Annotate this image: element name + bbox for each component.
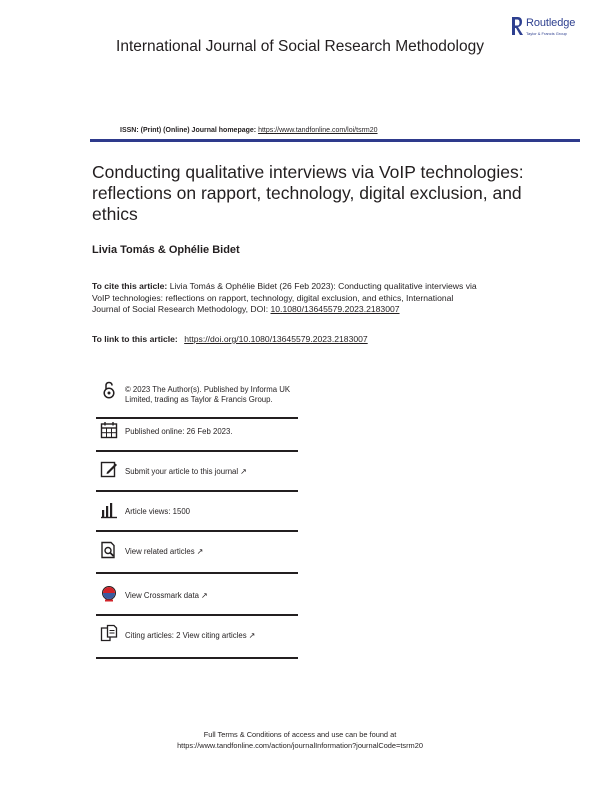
publisher-tagline: Taylor & Francis Group	[526, 31, 567, 36]
meta-item-citing[interactable]	[96, 624, 298, 654]
journal-homepage-link[interactable]: https://www.tandfonline.com/loi/tsrm20	[258, 127, 378, 134]
related-articles-link[interactable]	[125, 547, 303, 557]
meta-divider	[96, 490, 298, 492]
citation-label: To cite this article:	[92, 281, 168, 291]
external-link-icon: ↗	[240, 467, 247, 476]
article-title: Conducting qualitative interviews via VoIP technologies: reflections on rapport, technology, digital exclusion, and ethics	[92, 162, 524, 224]
publisher-name: Routledge	[526, 17, 576, 29]
meta-item-crossmark[interactable]	[96, 583, 298, 613]
meta-divider	[96, 572, 298, 574]
meta-item-views	[96, 500, 298, 530]
submit-article-link[interactable]	[125, 467, 303, 477]
crossmark-icon	[100, 585, 118, 603]
issn-line	[120, 127, 378, 134]
submit-article-text: Submit your article to this journal	[125, 467, 239, 476]
journal-title: International Journal of Social Research Methodology	[116, 38, 484, 55]
meta-divider	[96, 417, 298, 419]
citation-text: Livia Tomás & Ophélie Bidet (26 Feb 2023): Conducting qualitative interviews via VoIP technologies: reflections on rapport, technology, digital exclusion, and ethics, International Journal of Social Research Methodology, DOI:	[92, 281, 477, 314]
published-date: Published online: 26 Feb 2023.	[125, 427, 233, 436]
license-text: © 2023 The Author(s). Published by Informa UK Limited, trading as Taylor & Francis Group.	[125, 385, 291, 404]
article-link-label: To link to this article:	[92, 334, 178, 344]
citing-articles-link[interactable]	[125, 631, 303, 641]
meta-item-submit[interactable]	[96, 460, 298, 490]
citing-articles-icon	[100, 624, 118, 642]
article-doi-link[interactable]: https://doi.org/10.1080/13645579.2023.2183007	[184, 334, 368, 344]
article-views: Article views: 1500	[125, 507, 191, 516]
meta-divider	[96, 657, 298, 659]
submit-icon	[100, 460, 118, 478]
crossmark-link[interactable]	[125, 591, 303, 601]
citation-block	[92, 281, 482, 316]
issn-label: ISSN: (Print) (Online) Journal homepage:	[120, 127, 257, 134]
calendar-icon	[100, 421, 118, 439]
open-access-icon	[100, 381, 118, 399]
external-link-icon: ↗	[200, 591, 208, 600]
footer-terms-link[interactable]: https://www.tandfonline.com/action/journalInformation?journalCode=tsrm20	[177, 741, 423, 750]
meta-divider	[96, 614, 298, 616]
search-document-icon	[100, 541, 118, 559]
meta-divider	[96, 530, 298, 532]
meta-divider	[96, 450, 298, 452]
footer	[0, 729, 600, 751]
meta-item-published	[96, 421, 298, 457]
crossmark-text: View Crossmark data	[125, 591, 199, 600]
external-link-icon: ↗	[196, 547, 204, 556]
footer-terms-text: Full Terms & Conditions of access and use can be found at	[203, 730, 397, 739]
citation-doi[interactable]: 10.1080/13645579.2023.2183007	[270, 304, 400, 314]
related-articles-text: View related articles	[125, 547, 195, 556]
external-link-icon: ↗	[248, 631, 256, 640]
bar-chart-icon	[100, 501, 118, 519]
meta-item-license	[96, 380, 298, 416]
header-divider	[90, 139, 580, 142]
citing-articles-text: Citing articles: 2 View citing articles	[125, 631, 247, 640]
article-authors: Livia Tomás & Ophélie Bidet	[92, 244, 240, 256]
article-link-line	[92, 334, 368, 344]
meta-item-related[interactable]	[96, 540, 298, 570]
